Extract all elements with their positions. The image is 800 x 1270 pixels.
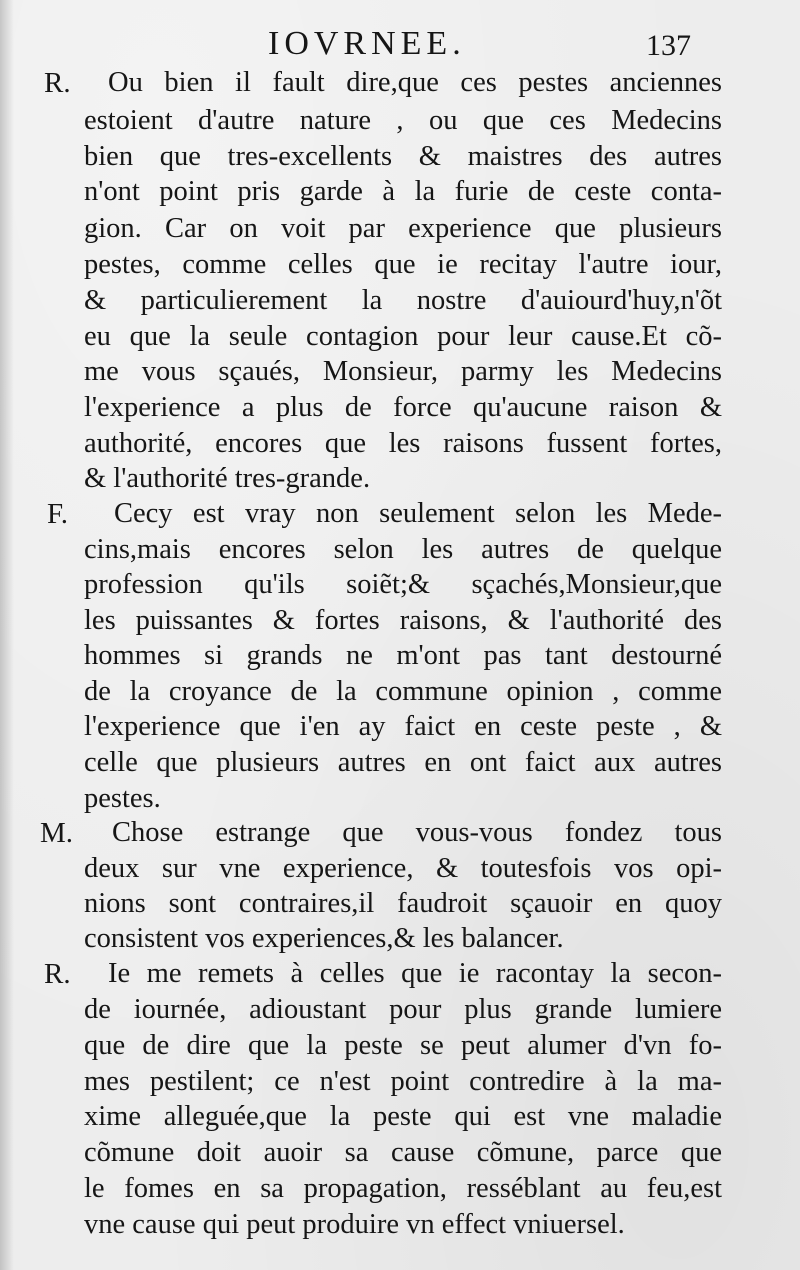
text-line: celle que plusieurs autres en ont faict aux autres bbox=[84, 747, 722, 778]
text-line: authorité, encores que les raisons fussent fortes, bbox=[84, 428, 722, 459]
text-line: profession qu'ils soiẽt;& sçachés,Monsieur,que bbox=[84, 569, 722, 600]
text-line: estoient d'autre nature , ou que ces Medecins bbox=[84, 105, 722, 136]
text-line: xime alleguée,que la peste qui est vne maladie bbox=[84, 1101, 722, 1132]
text-line: les puissantes & fortes raisons, & l'authorité des bbox=[84, 605, 722, 636]
page-number: 137 bbox=[646, 29, 691, 62]
text-line: n'ont point pris garde à la furie de ceste conta- bbox=[84, 176, 722, 207]
text-line: hommes si grands ne m'ont pas tant destourné bbox=[84, 640, 722, 671]
text-line: Ou bien il fault dire,que ces pestes anciennes bbox=[108, 67, 722, 98]
gutter-shadow bbox=[0, 0, 14, 1270]
text-line: l'experience a plus de force qu'aucune raison & bbox=[84, 392, 722, 423]
text-line: cõmune doit auoir sa cause cõmune, parce que bbox=[84, 1137, 722, 1168]
speaker-marker: R. bbox=[44, 958, 71, 990]
text-line: pestes. bbox=[84, 783, 161, 814]
text-line: Cecy est vray non seulement selon les Mede- bbox=[114, 498, 722, 529]
running-title: IOVRNEE. bbox=[268, 25, 466, 62]
text-line: deux sur vne experience, & toutesfois vos opi- bbox=[84, 853, 722, 884]
text-line: bien que tres-excellents & maistres des autres bbox=[84, 141, 722, 172]
speaker-marker: F. bbox=[47, 498, 69, 530]
text-line: l'experience que i'en ay faict en ceste peste , & bbox=[84, 711, 722, 742]
text-line: mes pestilent; ce n'est point contredire à la ma- bbox=[84, 1066, 722, 1097]
speaker-marker: R. bbox=[44, 67, 71, 99]
text-line: consistent vos experiences,& les balancer. bbox=[84, 923, 564, 954]
text-line: de la croyance de la commune opinion , comme bbox=[84, 676, 722, 707]
text-line: Ie me remets à celles que ie racontay la secon- bbox=[108, 958, 722, 989]
text-line: & particulierement la nostre d'auiourd'huy,n'õt bbox=[84, 285, 722, 316]
text-line: cins,mais encores selon les autres de quelque bbox=[84, 534, 722, 565]
text-line: que de dire que la peste se peut alumer d'vn fo- bbox=[84, 1030, 722, 1061]
text-line: Chose estrange que vous-vous fondez tous bbox=[112, 817, 722, 848]
text-line: eu que la seule contagion pour leur cause.Et cõ- bbox=[84, 321, 722, 352]
text-line: pestes, comme celles que ie recitay l'autre iour, bbox=[84, 249, 722, 280]
text-line: de iournée, adioustant pour plus grande lumiere bbox=[84, 994, 722, 1025]
text-line: nions sont contraires,il faudroit sçauoir en quoy bbox=[84, 888, 722, 919]
text-line: gion. Car on voit par experience que plusieurs bbox=[84, 213, 722, 244]
speaker-marker: M. bbox=[40, 817, 74, 849]
text-line: me vous sçaués, Monsieur, parmy les Medecins bbox=[84, 356, 722, 387]
text-line: & l'authorité tres-grande. bbox=[84, 463, 371, 494]
text-line: vne cause qui peut produire vn effect vniuersel. bbox=[84, 1209, 625, 1240]
text-line: le fomes en sa propagation, resséblant au feu,est bbox=[84, 1173, 722, 1204]
